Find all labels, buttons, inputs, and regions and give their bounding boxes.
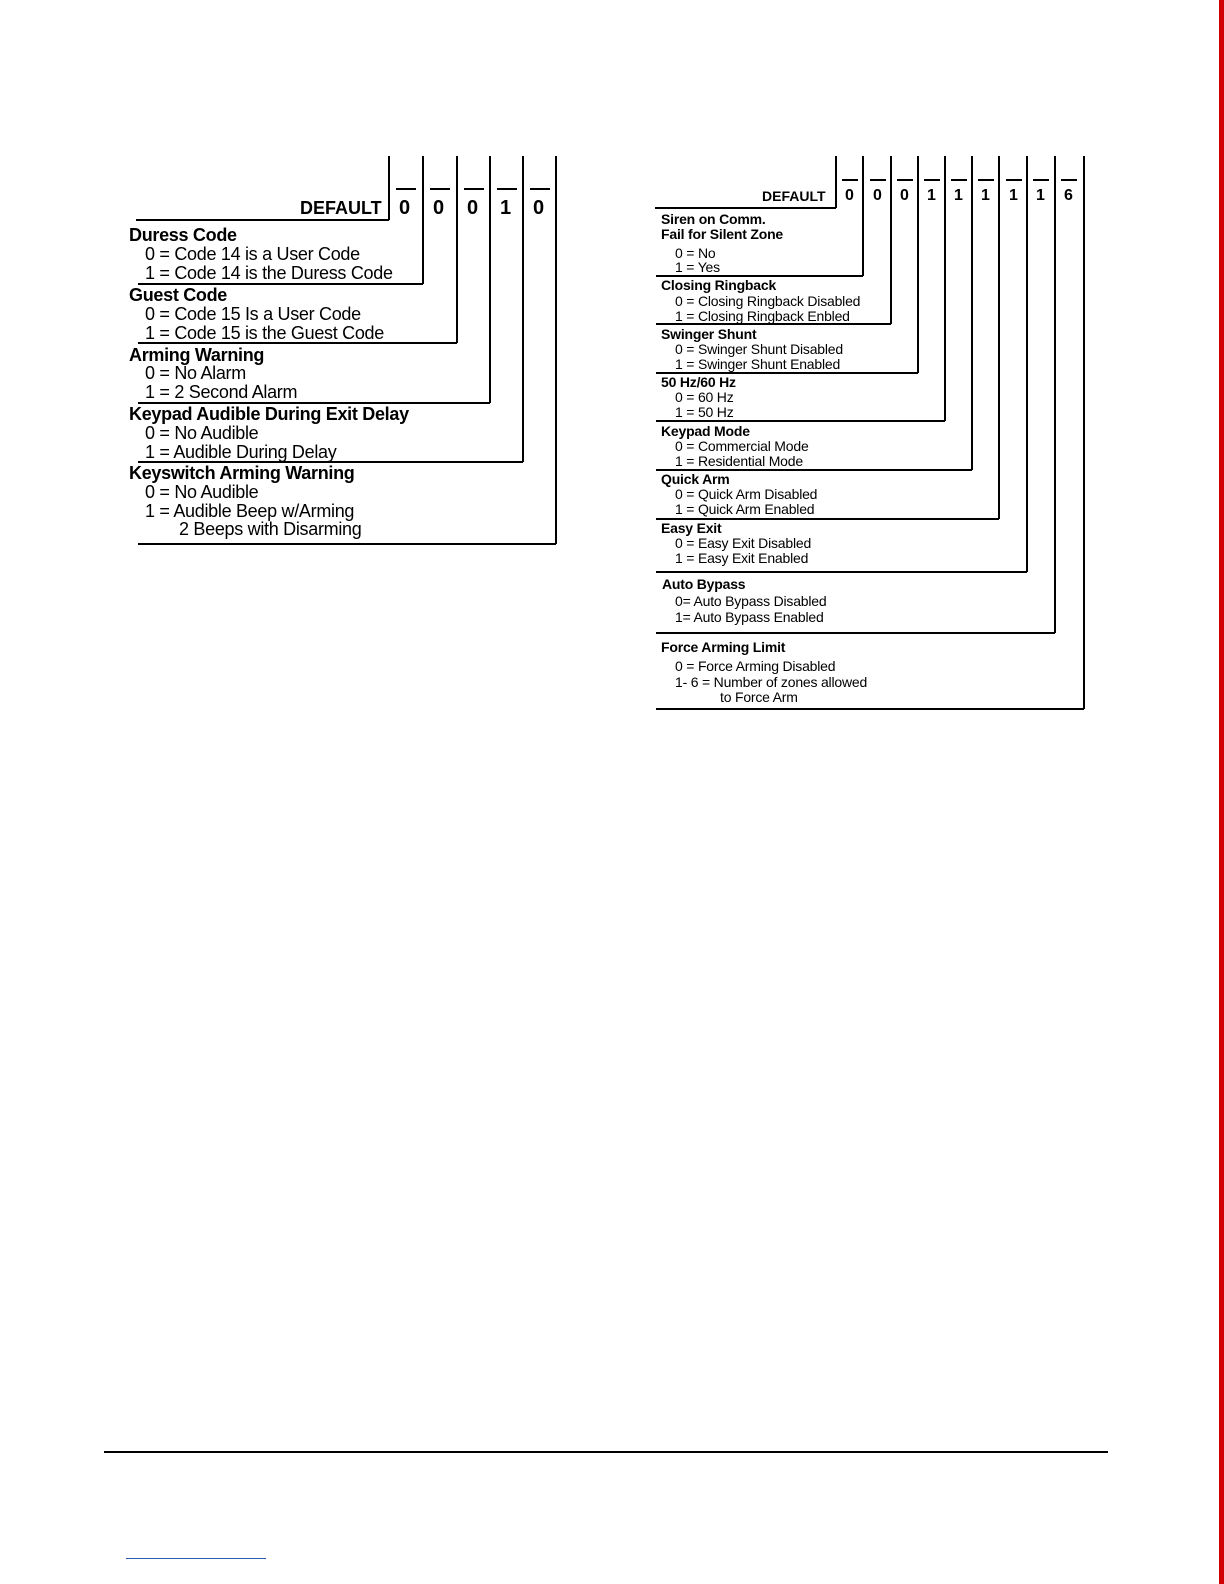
section-heading-force-arming-limit: Force Arming Limit	[661, 639, 786, 655]
section-heading-keypad-audible: Keypad Audible During Exit Delay	[129, 404, 409, 424]
section-heading-siren-on-comm-line2: Fail for Silent Zone	[661, 226, 784, 242]
default-bit-2: 0	[873, 187, 882, 204]
section-heading-siren-on-comm: Siren on Comm.	[661, 211, 766, 227]
section-heading-auto-bypass: Auto Bypass	[662, 576, 746, 592]
option-text: 0= Auto Bypass Disabled	[675, 593, 827, 609]
footer-rule	[104, 1451, 1108, 1453]
option-text: 1 = Quick Arm Enabled	[675, 501, 815, 517]
default-bit-1: 0	[845, 187, 854, 204]
option-text: 0 = No Audible	[145, 482, 259, 502]
option-text: 1 = Audible During Delay	[145, 442, 337, 462]
section-heading-50hz-60hz: 50 Hz/60 Hz	[661, 374, 736, 390]
option-text: 1 = Easy Exit Enabled	[675, 550, 809, 566]
section-heading-keyswitch-arming: Keyswitch Arming Warning	[129, 463, 355, 483]
default-bit-5: 0	[533, 197, 545, 219]
option-text: 1 = 2 Second Alarm	[145, 382, 298, 402]
option-text: 0 = Force Arming Disabled	[675, 658, 836, 674]
option-text: 0 = Quick Arm Disabled	[675, 486, 818, 502]
section-heading-easy-exit: Easy Exit	[661, 520, 722, 536]
option-text: 0 = No	[675, 245, 716, 261]
option-text: 1 = Audible Beep w/Arming	[145, 501, 355, 521]
default-bit-1: 0	[399, 197, 411, 219]
option-text: 1 = Swinger Shunt Enabled	[675, 356, 841, 372]
option-text: 0 = No Audible	[145, 423, 259, 443]
option-text: 0 = Code 15 Is a User Code	[145, 304, 361, 324]
option-text: 0 = Closing Ringback Disabled	[675, 293, 861, 309]
option-text: 0 = Swinger Shunt Disabled	[675, 341, 843, 357]
default-bit-4: 1	[927, 187, 936, 204]
option-text: 1 = Closing Ringback Enbled	[675, 308, 850, 324]
section-heading-arming-warning: Arming Warning	[129, 345, 265, 365]
option-text: 1 = Residential Mode	[675, 453, 803, 469]
default-bit-5: 1	[954, 187, 963, 204]
default-bit-3: 0	[900, 187, 909, 204]
option-text: 0 = Code 14 is a User Code	[145, 244, 360, 264]
default-bit-6: 1	[981, 187, 990, 204]
default-bit-8: 1	[1036, 187, 1045, 204]
default-bit-3: 0	[467, 197, 479, 219]
default-label: DEFAULT	[762, 188, 826, 204]
default-bit-4: 1	[500, 197, 512, 219]
section-heading-guest-code: Guest Code	[129, 285, 228, 305]
option-text: 1 = Code 14 is the Duress Code	[145, 263, 393, 283]
footer-link-underline	[126, 1558, 266, 1559]
option-text: 1 = 50 Hz	[675, 404, 734, 420]
option-text: 1= Auto Bypass Enabled	[675, 609, 824, 625]
default-bit-9: 6	[1064, 187, 1073, 204]
option-text: 0 = Commercial Mode	[675, 438, 809, 454]
section-heading-closing-ringback: Closing Ringback	[661, 277, 777, 293]
default-label: DEFAULT	[300, 198, 382, 218]
section-heading-swinger-shunt: Swinger Shunt	[661, 326, 757, 342]
section-heading-duress-code: Duress Code	[129, 225, 237, 245]
option-text: 0 = No Alarm	[145, 363, 246, 383]
section-heading-quick-arm: Quick Arm	[661, 471, 730, 487]
option-text: 2 Beeps with Disarming	[179, 519, 362, 539]
option-text: 1 = Code 15 is the Guest Code	[145, 323, 384, 343]
option-text: to Force Arm	[720, 689, 798, 705]
option-text: 0 = Easy Exit Disabled	[675, 535, 812, 551]
section-heading-keypad-mode: Keypad Mode	[661, 423, 750, 439]
option-text: 0 = 60 Hz	[675, 389, 734, 405]
default-bit-2: 0	[433, 197, 445, 219]
default-bit-7: 1	[1009, 187, 1018, 204]
option-text: 1- 6 = Number of zones allowed	[675, 674, 868, 690]
option-text: 1 = Yes	[675, 259, 720, 275]
